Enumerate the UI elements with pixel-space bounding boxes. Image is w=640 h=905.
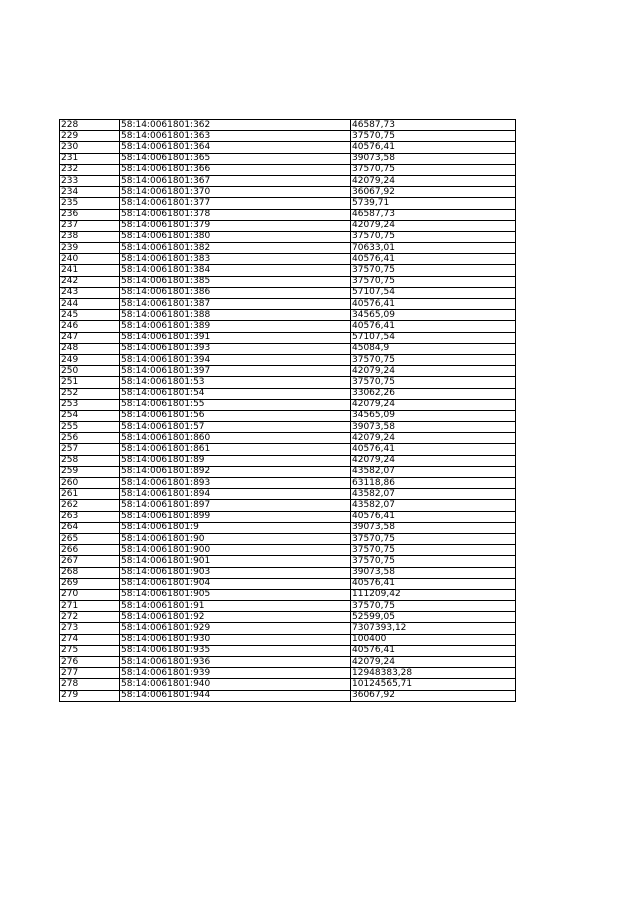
cadastral-number-cell: 58:14:0061801:929 <box>120 623 351 634</box>
value-cell: 37570,75 <box>351 377 516 388</box>
row-number-cell: 230 <box>60 142 120 153</box>
cadastral-number-cell: 58:14:0061801:380 <box>120 231 351 242</box>
table-row <box>60 299 516 310</box>
row-number-cell: 275 <box>60 645 120 656</box>
table-row <box>60 164 516 175</box>
row-number-cell: 278 <box>60 679 120 690</box>
table-row <box>60 410 516 421</box>
row-number-cell: 229 <box>60 131 120 142</box>
table-row <box>60 366 516 377</box>
value-cell: 39073,58 <box>351 567 516 578</box>
row-number-cell: 253 <box>60 399 120 410</box>
row-number-cell: 274 <box>60 634 120 645</box>
row-number-cell: 251 <box>60 377 120 388</box>
row-number-cell: 255 <box>60 422 120 433</box>
row-number-cell: 250 <box>60 366 120 377</box>
row-number-cell: 234 <box>60 187 120 198</box>
cadastral-number-cell: 58:14:0061801:893 <box>120 478 351 489</box>
row-number-cell: 259 <box>60 466 120 477</box>
row-number-cell: 267 <box>60 556 120 567</box>
value-cell: 46587,73 <box>351 120 516 131</box>
table-row <box>60 142 516 153</box>
row-number-cell: 273 <box>60 623 120 634</box>
table-row <box>60 545 516 556</box>
table-row <box>60 287 516 298</box>
cadastral-number-cell: 58:14:0061801:385 <box>120 276 351 287</box>
cadastral-number-cell: 58:14:0061801:897 <box>120 500 351 511</box>
value-cell: 43582,07 <box>351 466 516 477</box>
table-row <box>60 533 516 544</box>
table-row <box>60 433 516 444</box>
table-row <box>60 489 516 500</box>
value-cell: 42079,24 <box>351 366 516 377</box>
cadastral-number-cell: 58:14:0061801:388 <box>120 310 351 321</box>
table-row <box>60 567 516 578</box>
cadastral-number-cell: 58:14:0061801:892 <box>120 466 351 477</box>
row-number-cell: 247 <box>60 332 120 343</box>
value-cell: 40576,41 <box>351 444 516 455</box>
table-row <box>60 478 516 489</box>
row-number-cell: 258 <box>60 455 120 466</box>
row-number-cell: 245 <box>60 310 120 321</box>
cadastral-number-cell: 58:14:0061801:386 <box>120 287 351 298</box>
row-number-cell: 256 <box>60 433 120 444</box>
row-number-cell: 260 <box>60 478 120 489</box>
table-row <box>60 321 516 332</box>
table-row <box>60 589 516 600</box>
table-row <box>60 310 516 321</box>
cadastral-number-cell: 58:14:0061801:935 <box>120 645 351 656</box>
value-cell: 100400 <box>351 634 516 645</box>
cadastral-number-cell: 58:14:0061801:364 <box>120 142 351 153</box>
cadastral-number-cell: 58:14:0061801:9 <box>120 522 351 533</box>
value-cell: 40576,41 <box>351 254 516 265</box>
cadastral-number-cell: 58:14:0061801:92 <box>120 612 351 623</box>
value-cell: 40576,41 <box>351 645 516 656</box>
cadastral-number-cell: 58:14:0061801:55 <box>120 399 351 410</box>
row-number-cell: 249 <box>60 354 120 365</box>
row-number-cell: 266 <box>60 545 120 556</box>
value-cell: 70633,01 <box>351 243 516 254</box>
cadastral-number-cell: 58:14:0061801:56 <box>120 410 351 421</box>
cadastral-number-cell: 58:14:0061801:54 <box>120 388 351 399</box>
value-cell: 42079,24 <box>351 433 516 444</box>
cadastral-number-cell: 58:14:0061801:939 <box>120 668 351 679</box>
table-row <box>60 120 516 131</box>
value-cell: 10124565,71 <box>351 679 516 690</box>
value-cell: 45084,9 <box>351 343 516 354</box>
row-number-cell: 252 <box>60 388 120 399</box>
cadastral-number-cell: 58:14:0061801:377 <box>120 198 351 209</box>
table-row <box>60 679 516 690</box>
value-cell: 57107,54 <box>351 332 516 343</box>
row-number-cell: 239 <box>60 243 120 254</box>
value-cell: 34565,09 <box>351 310 516 321</box>
value-cell: 42079,24 <box>351 657 516 668</box>
cadastral-number-cell: 58:14:0061801:384 <box>120 265 351 276</box>
value-cell: 40576,41 <box>351 299 516 310</box>
value-cell: 37570,75 <box>351 164 516 175</box>
table-row <box>60 634 516 645</box>
value-cell: 43582,07 <box>351 500 516 511</box>
table-row <box>60 220 516 231</box>
row-number-cell: 242 <box>60 276 120 287</box>
table-row <box>60 243 516 254</box>
value-cell: 39073,58 <box>351 153 516 164</box>
cadastral-number-cell: 58:14:0061801:393 <box>120 343 351 354</box>
cadastral-number-cell: 58:14:0061801:378 <box>120 209 351 220</box>
cadastral-number-cell: 58:14:0061801:900 <box>120 545 351 556</box>
row-number-cell: 232 <box>60 164 120 175</box>
value-cell: 37570,75 <box>351 533 516 544</box>
cadastral-number-cell: 58:14:0061801:903 <box>120 567 351 578</box>
cadastral-number-cell: 58:14:0061801:930 <box>120 634 351 645</box>
value-cell: 12948383,28 <box>351 668 516 679</box>
table-row <box>60 388 516 399</box>
value-cell: 40576,41 <box>351 321 516 332</box>
row-number-cell: 262 <box>60 500 120 511</box>
table-row <box>60 511 516 522</box>
table-row <box>60 209 516 220</box>
cadastral-number-cell: 58:14:0061801:89 <box>120 455 351 466</box>
cadastral-number-cell: 58:14:0061801:387 <box>120 299 351 310</box>
cadastral-number-cell: 58:14:0061801:370 <box>120 187 351 198</box>
cadastral-number-cell: 58:14:0061801:363 <box>120 131 351 142</box>
cadastral-number-cell: 58:14:0061801:389 <box>120 321 351 332</box>
table-row <box>60 455 516 466</box>
row-number-cell: 240 <box>60 254 120 265</box>
row-number-cell: 261 <box>60 489 120 500</box>
row-number-cell: 264 <box>60 522 120 533</box>
value-cell: 37570,75 <box>351 276 516 287</box>
cadastral-number-cell: 58:14:0061801:904 <box>120 578 351 589</box>
value-cell: 37570,75 <box>351 556 516 567</box>
cadastral-number-cell: 58:14:0061801:944 <box>120 690 351 701</box>
cadastral-number-cell: 58:14:0061801:365 <box>120 153 351 164</box>
table-row <box>60 657 516 668</box>
table-row <box>60 645 516 656</box>
cadastral-number-cell: 58:14:0061801:57 <box>120 422 351 433</box>
table-row <box>60 500 516 511</box>
table-row <box>60 668 516 679</box>
value-cell: 40576,41 <box>351 511 516 522</box>
cadastral-number-cell: 58:14:0061801:861 <box>120 444 351 455</box>
cadastral-number-cell: 58:14:0061801:367 <box>120 175 351 186</box>
row-number-cell: 279 <box>60 690 120 701</box>
row-number-cell: 272 <box>60 612 120 623</box>
cadastral-number-cell: 58:14:0061801:383 <box>120 254 351 265</box>
table-row <box>60 422 516 433</box>
cadastral-number-cell: 58:14:0061801:901 <box>120 556 351 567</box>
value-cell: 36067,92 <box>351 690 516 701</box>
value-cell: 46587,73 <box>351 209 516 220</box>
value-cell: 33062,26 <box>351 388 516 399</box>
value-cell: 37570,75 <box>351 231 516 242</box>
cadastral-number-cell: 58:14:0061801:382 <box>120 243 351 254</box>
table-row <box>60 175 516 186</box>
cadastral-number-cell: 58:14:0061801:905 <box>120 589 351 600</box>
cadastral-number-cell: 58:14:0061801:940 <box>120 679 351 690</box>
row-number-cell: 243 <box>60 287 120 298</box>
value-cell: 39073,58 <box>351 522 516 533</box>
table-row <box>60 131 516 142</box>
cadastral-number-cell: 58:14:0061801:362 <box>120 120 351 131</box>
table-row <box>60 332 516 343</box>
row-number-cell: 236 <box>60 209 120 220</box>
cadastral-number-cell: 58:14:0061801:899 <box>120 511 351 522</box>
cadastral-number-cell: 58:14:0061801:391 <box>120 332 351 343</box>
table-body <box>60 120 516 702</box>
cadastral-number-cell: 58:14:0061801:936 <box>120 657 351 668</box>
value-cell: 37570,75 <box>351 545 516 556</box>
row-number-cell: 271 <box>60 601 120 612</box>
cadastral-number-cell: 58:14:0061801:90 <box>120 533 351 544</box>
value-cell: 40576,41 <box>351 578 516 589</box>
value-cell: 42079,24 <box>351 455 516 466</box>
row-number-cell: 277 <box>60 668 120 679</box>
cadastral-number-cell: 58:14:0061801:379 <box>120 220 351 231</box>
row-number-cell: 270 <box>60 589 120 600</box>
cadastral-number-cell: 58:14:0061801:91 <box>120 601 351 612</box>
row-number-cell: 244 <box>60 299 120 310</box>
table-row <box>60 601 516 612</box>
row-number-cell: 263 <box>60 511 120 522</box>
table-row <box>60 399 516 410</box>
value-cell: 36067,92 <box>351 187 516 198</box>
cadastral-number-cell: 58:14:0061801:53 <box>120 377 351 388</box>
table-row <box>60 276 516 287</box>
row-number-cell: 231 <box>60 153 120 164</box>
table-row <box>60 578 516 589</box>
table-row <box>60 343 516 354</box>
table-row <box>60 254 516 265</box>
value-cell: 7307393,12 <box>351 623 516 634</box>
table-row <box>60 466 516 477</box>
table-row <box>60 153 516 164</box>
row-number-cell: 276 <box>60 657 120 668</box>
row-number-cell: 237 <box>60 220 120 231</box>
row-number-cell: 238 <box>60 231 120 242</box>
value-cell: 5739,71 <box>351 198 516 209</box>
row-number-cell: 268 <box>60 567 120 578</box>
cadastral-number-cell: 58:14:0061801:860 <box>120 433 351 444</box>
value-cell: 37570,75 <box>351 265 516 276</box>
value-cell: 57107,54 <box>351 287 516 298</box>
value-cell: 63118,86 <box>351 478 516 489</box>
table-row <box>60 265 516 276</box>
table-row <box>60 187 516 198</box>
value-cell: 43582,07 <box>351 489 516 500</box>
cadastral-number-cell: 58:14:0061801:894 <box>120 489 351 500</box>
cadastral-value-table <box>59 119 516 702</box>
value-cell: 39073,58 <box>351 422 516 433</box>
row-number-cell: 248 <box>60 343 120 354</box>
value-cell: 37570,75 <box>351 131 516 142</box>
value-cell: 42079,24 <box>351 175 516 186</box>
table-row <box>60 556 516 567</box>
value-cell: 42079,24 <box>351 220 516 231</box>
table-row <box>60 522 516 533</box>
value-cell: 37570,75 <box>351 601 516 612</box>
row-number-cell: 265 <box>60 533 120 544</box>
cadastral-number-cell: 58:14:0061801:394 <box>120 354 351 365</box>
value-cell: 37570,75 <box>351 354 516 365</box>
row-number-cell: 233 <box>60 175 120 186</box>
value-cell: 34565,09 <box>351 410 516 421</box>
table-row <box>60 444 516 455</box>
row-number-cell: 228 <box>60 120 120 131</box>
row-number-cell: 257 <box>60 444 120 455</box>
row-number-cell: 235 <box>60 198 120 209</box>
value-cell: 42079,24 <box>351 399 516 410</box>
row-number-cell: 254 <box>60 410 120 421</box>
table-row <box>60 198 516 209</box>
row-number-cell: 246 <box>60 321 120 332</box>
table-row <box>60 377 516 388</box>
row-number-cell: 269 <box>60 578 120 589</box>
row-number-cell: 241 <box>60 265 120 276</box>
table-row <box>60 231 516 242</box>
table-row <box>60 690 516 701</box>
value-cell: 40576,41 <box>351 142 516 153</box>
table-row <box>60 354 516 365</box>
value-cell: 111209,42 <box>351 589 516 600</box>
table-row <box>60 623 516 634</box>
cadastral-number-cell: 58:14:0061801:397 <box>120 366 351 377</box>
table-row <box>60 612 516 623</box>
cadastral-number-cell: 58:14:0061801:366 <box>120 164 351 175</box>
value-cell: 52599,05 <box>351 612 516 623</box>
